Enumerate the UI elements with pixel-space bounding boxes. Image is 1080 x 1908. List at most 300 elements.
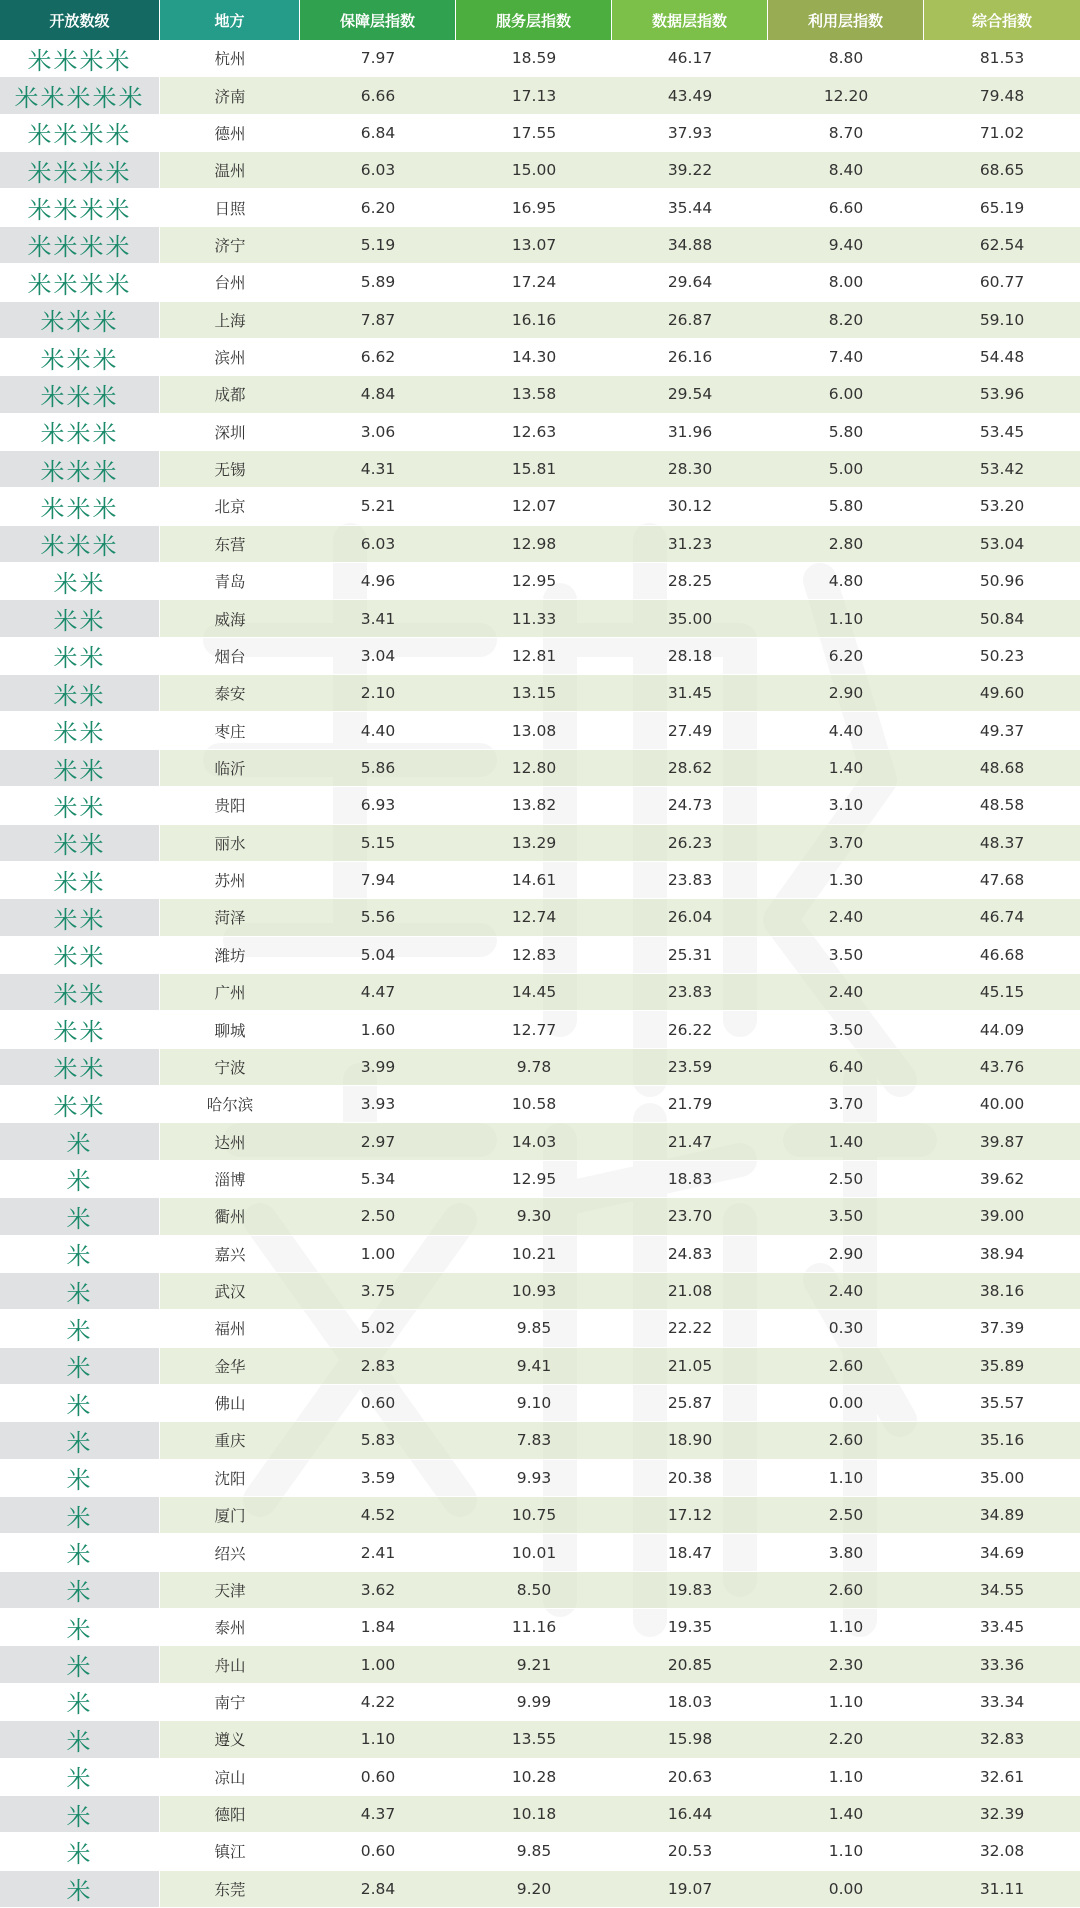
table-row <box>0 115 1080 152</box>
data-index-cell: 20.85 <box>612 1646 768 1683</box>
table-row <box>0 1796 1080 1833</box>
infrastructure-index-cell: 3.99 <box>300 1049 456 1086</box>
city-cell: 武汉 <box>160 1273 300 1310</box>
open-level-cell <box>0 1236 160 1273</box>
open-level-cell <box>0 1049 160 1086</box>
composite-index-cell: 48.58 <box>924 787 1080 824</box>
table-row <box>0 1273 1080 1310</box>
city-cell: 济宁 <box>160 227 300 264</box>
city-cell: 遵义 <box>160 1721 300 1758</box>
tree-icon: ⽶ <box>79 1092 106 1121</box>
tree-icon: ⽶ <box>79 233 106 262</box>
city-cell: 达州 <box>160 1123 300 1160</box>
city-cell: 德州 <box>160 115 300 152</box>
table-row <box>0 1759 1080 1796</box>
tree-icon: ⽶ <box>27 46 54 75</box>
infrastructure-index-cell: 2.50 <box>300 1198 456 1235</box>
tree-icon: ⽶ <box>53 121 80 150</box>
service-index-cell: 16.16 <box>456 302 612 339</box>
utilization-index-cell: 8.20 <box>768 302 924 339</box>
tree-icon: ⽶ <box>79 756 106 785</box>
city-cell: 北京 <box>160 488 300 525</box>
service-index-cell: 17.55 <box>456 115 612 152</box>
data-index-cell: 20.38 <box>612 1460 768 1497</box>
utilization-index-cell: 1.10 <box>768 1609 924 1646</box>
tree-icon: ⽶ <box>105 158 132 187</box>
table-row <box>0 1497 1080 1534</box>
infrastructure-index-cell: 5.34 <box>300 1161 456 1198</box>
data-index-cell: 35.00 <box>612 600 768 637</box>
data-index-cell: 34.88 <box>612 227 768 264</box>
data-index-cell: 26.22 <box>612 1011 768 1048</box>
table-row <box>0 1646 1080 1683</box>
tree-icon: ⽶ <box>66 1727 93 1756</box>
service-index-cell: 9.20 <box>456 1871 612 1908</box>
tree-icon: ⽶ <box>27 270 54 299</box>
infrastructure-index-cell: 5.02 <box>300 1310 456 1347</box>
city-cell: 南宁 <box>160 1684 300 1721</box>
composite-index-cell: 33.34 <box>924 1684 1080 1721</box>
data-index-cell: 25.87 <box>612 1385 768 1422</box>
composite-index-cell: 59.10 <box>924 302 1080 339</box>
utilization-index-cell: 5.80 <box>768 414 924 451</box>
service-index-cell: 13.07 <box>456 227 612 264</box>
infrastructure-index-cell: 2.41 <box>300 1534 456 1571</box>
service-index-cell: 13.82 <box>456 787 612 824</box>
city-cell: 潍坊 <box>160 937 300 974</box>
composite-index-cell: 53.42 <box>924 451 1080 488</box>
data-index-cell: 23.70 <box>612 1198 768 1235</box>
infrastructure-index-cell: 6.03 <box>300 526 456 563</box>
tree-icon: ⽶ <box>27 233 54 262</box>
open-level-cell <box>0 787 160 824</box>
infrastructure-index-cell: 4.47 <box>300 974 456 1011</box>
open-level-cell <box>0 937 160 974</box>
utilization-index-cell: 8.00 <box>768 264 924 301</box>
tree-icon: ⽶ <box>92 532 119 561</box>
tree-icon: ⽶ <box>66 84 93 113</box>
tree-icon: ⽶ <box>66 1541 93 1570</box>
city-cell: 舟山 <box>160 1646 300 1683</box>
city-cell: 深圳 <box>160 414 300 451</box>
tree-icon: ⽶ <box>92 494 119 523</box>
city-cell: 德阳 <box>160 1796 300 1833</box>
utilization-index-cell: 3.70 <box>768 825 924 862</box>
tree-icon: ⽶ <box>66 1765 93 1794</box>
composite-index-cell: 38.94 <box>924 1236 1080 1273</box>
data-index-cell: 30.12 <box>612 488 768 525</box>
table-row <box>0 1086 1080 1123</box>
utilization-index-cell: 5.00 <box>768 451 924 488</box>
service-index-cell: 10.75 <box>456 1497 612 1534</box>
table-row <box>0 451 1080 488</box>
tree-icon: ⽶ <box>40 494 67 523</box>
utilization-index-cell: 2.30 <box>768 1646 924 1683</box>
table-row <box>0 675 1080 712</box>
infrastructure-index-cell: 7.94 <box>300 862 456 899</box>
infrastructure-index-cell: 3.41 <box>300 600 456 637</box>
data-index-cell: 23.59 <box>612 1049 768 1086</box>
tree-icon: ⽶ <box>66 494 93 523</box>
composite-index-cell: 53.96 <box>924 376 1080 413</box>
table-row <box>0 152 1080 189</box>
open-level-cell <box>0 1796 160 1833</box>
table-header <box>0 0 1080 40</box>
tree-icon: ⽶ <box>66 382 93 411</box>
tree-icon: ⽶ <box>53 644 80 673</box>
composite-index-cell: 50.23 <box>924 638 1080 675</box>
service-index-cell: 12.83 <box>456 937 612 974</box>
open-level-cell <box>0 264 160 301</box>
city-cell: 泰安 <box>160 675 300 712</box>
composite-index-cell: 43.76 <box>924 1049 1080 1086</box>
service-index-cell: 14.61 <box>456 862 612 899</box>
composite-index-cell: 53.45 <box>924 414 1080 451</box>
composite-index-cell: 33.45 <box>924 1609 1080 1646</box>
tree-icon: ⽶ <box>92 382 119 411</box>
infrastructure-index-cell: 1.60 <box>300 1011 456 1048</box>
open-level-cell <box>0 1759 160 1796</box>
table-row <box>0 77 1080 114</box>
infrastructure-index-cell: 6.66 <box>300 77 456 114</box>
open-level-cell <box>0 1348 160 1385</box>
open-level-cell <box>0 1871 160 1908</box>
infrastructure-index-cell: 7.87 <box>300 302 456 339</box>
city-cell: 天津 <box>160 1572 300 1609</box>
utilization-index-cell: 6.60 <box>768 189 924 226</box>
tree-icon: ⽶ <box>27 158 54 187</box>
composite-index-cell: 53.20 <box>924 488 1080 525</box>
utilization-index-cell: 2.90 <box>768 1236 924 1273</box>
service-index-cell: 9.85 <box>456 1310 612 1347</box>
infrastructure-index-cell: 2.83 <box>300 1348 456 1385</box>
infrastructure-index-cell: 4.84 <box>300 376 456 413</box>
composite-index-cell: 34.69 <box>924 1534 1080 1571</box>
data-index-cell: 18.90 <box>612 1422 768 1459</box>
utilization-index-cell: 2.80 <box>768 526 924 563</box>
infrastructure-index-cell: 5.19 <box>300 227 456 264</box>
city-cell: 福州 <box>160 1310 300 1347</box>
tree-icon: ⽶ <box>79 868 106 897</box>
utilization-index-cell: 2.40 <box>768 1273 924 1310</box>
open-level-cell <box>0 302 160 339</box>
service-index-cell: 12.95 <box>456 563 612 600</box>
table-body <box>0 40 1080 1908</box>
utilization-index-cell: 3.50 <box>768 937 924 974</box>
city-cell: 无锡 <box>160 451 300 488</box>
column-header-utilization: 利用层指数 <box>768 0 924 40</box>
city-cell: 东莞 <box>160 1871 300 1908</box>
table-row <box>0 600 1080 637</box>
tree-icon: ⽶ <box>66 1802 93 1831</box>
city-cell: 菏泽 <box>160 899 300 936</box>
utilization-index-cell: 1.30 <box>768 862 924 899</box>
composite-index-cell: 39.00 <box>924 1198 1080 1235</box>
table-row <box>0 825 1080 862</box>
utilization-index-cell: 8.80 <box>768 40 924 77</box>
composite-index-cell: 35.57 <box>924 1385 1080 1422</box>
composite-index-cell: 48.37 <box>924 825 1080 862</box>
tree-icon: ⽶ <box>66 1428 93 1457</box>
utilization-index-cell: 6.20 <box>768 638 924 675</box>
infrastructure-index-cell: 6.93 <box>300 787 456 824</box>
tree-icon: ⽶ <box>40 420 67 449</box>
table-row <box>0 974 1080 1011</box>
infrastructure-index-cell: 1.00 <box>300 1236 456 1273</box>
open-level-cell <box>0 115 160 152</box>
data-index-cell: 28.62 <box>612 750 768 787</box>
data-index-cell: 19.07 <box>612 1871 768 1908</box>
data-index-cell: 18.47 <box>612 1534 768 1571</box>
tree-icon: ⽶ <box>53 831 80 860</box>
data-index-cell: 17.12 <box>612 1497 768 1534</box>
composite-index-cell: 35.16 <box>924 1422 1080 1459</box>
table-row <box>0 1049 1080 1086</box>
city-cell: 嘉兴 <box>160 1236 300 1273</box>
open-level-cell <box>0 862 160 899</box>
data-index-cell: 24.73 <box>612 787 768 824</box>
tree-icon: ⽶ <box>92 457 119 486</box>
open-level-cell <box>0 1161 160 1198</box>
city-cell: 临沂 <box>160 750 300 787</box>
table-row <box>0 339 1080 376</box>
city-cell: 淄博 <box>160 1161 300 1198</box>
tree-icon: ⽶ <box>66 1130 93 1159</box>
city-cell: 凉山 <box>160 1759 300 1796</box>
column-header-infrastructure: 保障层指数 <box>300 0 456 40</box>
composite-index-cell: 38.16 <box>924 1273 1080 1310</box>
city-cell: 枣庄 <box>160 712 300 749</box>
tree-icon: ⽶ <box>40 84 67 113</box>
city-cell: 绍兴 <box>160 1534 300 1571</box>
data-index-cell: 26.16 <box>612 339 768 376</box>
service-index-cell: 13.58 <box>456 376 612 413</box>
infrastructure-index-cell: 5.86 <box>300 750 456 787</box>
tree-icon: ⽶ <box>92 345 119 374</box>
table-row <box>0 1348 1080 1385</box>
composite-index-cell: 54.48 <box>924 339 1080 376</box>
tree-icon: ⽶ <box>105 233 132 262</box>
open-level-cell <box>0 563 160 600</box>
infrastructure-index-cell: 1.10 <box>300 1721 456 1758</box>
utilization-index-cell: 1.10 <box>768 1684 924 1721</box>
open-level-cell <box>0 1721 160 1758</box>
tree-icon: ⽶ <box>66 1653 93 1682</box>
utilization-index-cell: 2.40 <box>768 899 924 936</box>
infrastructure-index-cell: 5.56 <box>300 899 456 936</box>
table-row <box>0 1609 1080 1646</box>
service-index-cell: 12.74 <box>456 899 612 936</box>
table-row <box>0 302 1080 339</box>
service-index-cell: 16.95 <box>456 189 612 226</box>
tree-icon: ⽶ <box>40 308 67 337</box>
open-level-cell <box>0 712 160 749</box>
tree-icon: ⽶ <box>79 196 106 225</box>
utilization-index-cell: 4.40 <box>768 712 924 749</box>
tree-icon: ⽶ <box>66 1354 93 1383</box>
tree-icon: ⽶ <box>79 569 106 598</box>
table-row <box>0 712 1080 749</box>
utilization-index-cell: 6.00 <box>768 376 924 413</box>
open-level-cell <box>0 1310 160 1347</box>
table-row <box>0 1236 1080 1273</box>
utilization-index-cell: 8.70 <box>768 115 924 152</box>
composite-index-cell: 31.11 <box>924 1871 1080 1908</box>
tree-icon: ⽶ <box>105 121 132 150</box>
tree-icon: ⽶ <box>92 420 119 449</box>
data-index-cell: 23.83 <box>612 862 768 899</box>
tree-icon: ⽶ <box>53 270 80 299</box>
tree-icon: ⽶ <box>53 719 80 748</box>
infrastructure-index-cell: 2.10 <box>300 675 456 712</box>
service-index-cell: 14.45 <box>456 974 612 1011</box>
data-index-cell: 21.05 <box>612 1348 768 1385</box>
composite-index-cell: 65.19 <box>924 189 1080 226</box>
infrastructure-index-cell: 4.22 <box>300 1684 456 1721</box>
city-cell: 丽水 <box>160 825 300 862</box>
composite-index-cell: 34.55 <box>924 1572 1080 1609</box>
open-level-cell <box>0 1833 160 1870</box>
tree-icon: ⽶ <box>53 1018 80 1047</box>
utilization-index-cell: 0.30 <box>768 1310 924 1347</box>
utilization-index-cell: 0.00 <box>768 1385 924 1422</box>
composite-index-cell: 60.77 <box>924 264 1080 301</box>
data-index-cell: 31.45 <box>612 675 768 712</box>
service-index-cell: 10.01 <box>456 1534 612 1571</box>
tree-icon: ⽶ <box>66 457 93 486</box>
table-row <box>0 1422 1080 1459</box>
infrastructure-index-cell: 2.97 <box>300 1123 456 1160</box>
open-level-cell <box>0 638 160 675</box>
table-row <box>0 1161 1080 1198</box>
tree-icon: ⽶ <box>66 1503 93 1532</box>
tree-icon: ⽶ <box>66 1279 93 1308</box>
infrastructure-index-cell: 6.84 <box>300 115 456 152</box>
tree-icon: ⽶ <box>53 681 80 710</box>
composite-index-cell: 68.65 <box>924 152 1080 189</box>
tree-icon: ⽶ <box>40 457 67 486</box>
table-row <box>0 862 1080 899</box>
composite-index-cell: 79.48 <box>924 77 1080 114</box>
column-header-city: 地方 <box>160 0 300 40</box>
composite-index-cell: 35.00 <box>924 1460 1080 1497</box>
data-index-cell: 37.93 <box>612 115 768 152</box>
composite-index-cell: 50.96 <box>924 563 1080 600</box>
column-header-composite: 综合指数 <box>924 0 1080 40</box>
composite-index-cell: 32.61 <box>924 1759 1080 1796</box>
service-index-cell: 10.28 <box>456 1759 612 1796</box>
tree-icon: ⽶ <box>79 607 106 636</box>
table-row <box>0 488 1080 525</box>
infrastructure-index-cell: 3.93 <box>300 1086 456 1123</box>
data-index-cell: 21.47 <box>612 1123 768 1160</box>
data-index-cell: 46.17 <box>612 40 768 77</box>
data-index-cell: 26.04 <box>612 899 768 936</box>
tree-icon: ⽶ <box>66 1391 93 1420</box>
data-index-cell: 31.23 <box>612 526 768 563</box>
utilization-index-cell: 1.40 <box>768 1796 924 1833</box>
service-index-cell: 13.55 <box>456 1721 612 1758</box>
data-index-cell: 19.35 <box>612 1609 768 1646</box>
utilization-index-cell: 5.80 <box>768 488 924 525</box>
data-index-cell: 28.18 <box>612 638 768 675</box>
tree-icon: ⽶ <box>92 84 119 113</box>
service-index-cell: 13.08 <box>456 712 612 749</box>
infrastructure-index-cell: 3.75 <box>300 1273 456 1310</box>
table-row <box>0 1460 1080 1497</box>
tree-icon: ⽶ <box>79 158 106 187</box>
composite-index-cell: 53.04 <box>924 526 1080 563</box>
composite-index-cell: 32.08 <box>924 1833 1080 1870</box>
infrastructure-index-cell: 4.37 <box>300 1796 456 1833</box>
tree-icon: ⽶ <box>66 1615 93 1644</box>
infrastructure-index-cell: 3.06 <box>300 414 456 451</box>
composite-index-cell: 62.54 <box>924 227 1080 264</box>
city-cell: 青岛 <box>160 563 300 600</box>
data-index-cell: 43.49 <box>612 77 768 114</box>
infrastructure-index-cell: 3.62 <box>300 1572 456 1609</box>
tree-icon: ⽶ <box>66 420 93 449</box>
city-cell: 沈阳 <box>160 1460 300 1497</box>
tree-icon: ⽶ <box>53 1055 80 1084</box>
service-index-cell: 9.99 <box>456 1684 612 1721</box>
composite-index-cell: 48.68 <box>924 750 1080 787</box>
open-level-cell <box>0 675 160 712</box>
composite-index-cell: 46.68 <box>924 937 1080 974</box>
tree-icon: ⽶ <box>27 196 54 225</box>
utilization-index-cell: 6.40 <box>768 1049 924 1086</box>
composite-index-cell: 33.36 <box>924 1646 1080 1683</box>
utilization-index-cell: 7.40 <box>768 339 924 376</box>
composite-index-cell: 71.02 <box>924 115 1080 152</box>
service-index-cell: 12.81 <box>456 638 612 675</box>
service-index-cell: 9.85 <box>456 1833 612 1870</box>
composite-index-cell: 39.87 <box>924 1123 1080 1160</box>
service-index-cell: 15.81 <box>456 451 612 488</box>
city-cell: 温州 <box>160 152 300 189</box>
utilization-index-cell: 12.20 <box>768 77 924 114</box>
city-cell: 广州 <box>160 974 300 1011</box>
data-index-cell: 28.30 <box>612 451 768 488</box>
city-cell: 成都 <box>160 376 300 413</box>
composite-index-cell: 46.74 <box>924 899 1080 936</box>
infrastructure-index-cell: 5.04 <box>300 937 456 974</box>
table-row <box>0 787 1080 824</box>
infrastructure-index-cell: 4.40 <box>300 712 456 749</box>
table-row <box>0 1572 1080 1609</box>
tree-icon: ⽶ <box>66 1316 93 1345</box>
tree-icon: ⽶ <box>53 569 80 598</box>
service-index-cell: 17.24 <box>456 264 612 301</box>
infrastructure-index-cell: 3.59 <box>300 1460 456 1497</box>
service-index-cell: 17.13 <box>456 77 612 114</box>
open-level-cell <box>0 1011 160 1048</box>
service-index-cell: 13.15 <box>456 675 612 712</box>
open-level-cell <box>0 825 160 862</box>
city-cell: 衢州 <box>160 1198 300 1235</box>
data-index-cell: 35.44 <box>612 189 768 226</box>
open-level-cell <box>0 1086 160 1123</box>
table-row <box>0 899 1080 936</box>
table-row <box>0 563 1080 600</box>
tree-icon: ⽶ <box>40 382 67 411</box>
tree-icon: ⽶ <box>79 1055 106 1084</box>
composite-index-cell: 37.39 <box>924 1310 1080 1347</box>
open-level-cell <box>0 1646 160 1683</box>
data-index-cell: 20.63 <box>612 1759 768 1796</box>
table-row <box>0 376 1080 413</box>
utilization-index-cell: 1.40 <box>768 1123 924 1160</box>
